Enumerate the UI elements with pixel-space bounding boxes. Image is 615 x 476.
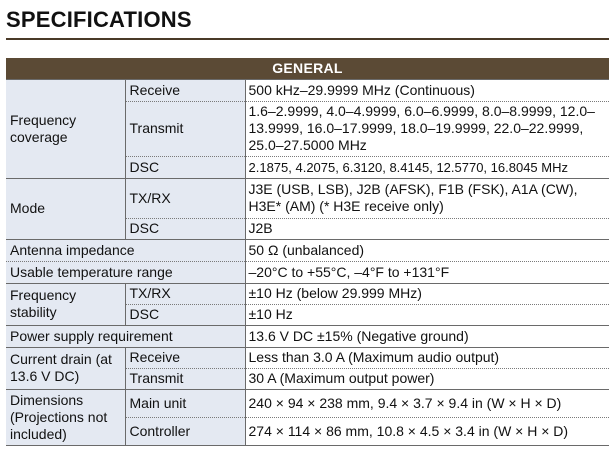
row-label-temperature-range: Usable temperature range <box>6 261 245 283</box>
sub-label-dsc: DSC <box>125 218 245 239</box>
value-current-receive: Less than 3.0 A (Maximum audio output) <box>245 347 609 368</box>
value-mode-txrx: J3E (USB, LSB), J2B (AFSK), F1B (FSK), A1A (CW), H3E* (AM) (* H3E receive only) <box>245 178 609 218</box>
sub-label-transmit: Transmit <box>125 368 245 389</box>
sub-label-dsc: DSC <box>125 304 245 325</box>
table-row <box>6 389 609 417</box>
value-temperature-range: –20°C to +55°C, –4°F to +131°F <box>245 261 609 283</box>
sub-label-transmit: Transmit <box>125 101 245 156</box>
value-frequency-dsc: 2.1875, 4.2075, 6.3120, 8.4145, 12.5770, 16.8045 MHz <box>245 156 609 178</box>
sub-label-receive: Receive <box>125 79 245 101</box>
value-current-transmit: 30 A (Maximum output power) <box>245 368 609 389</box>
table-row <box>6 79 609 101</box>
table-row <box>6 325 609 347</box>
spec-table <box>6 58 609 446</box>
row-label-power-supply: Power supply requirement <box>6 325 245 347</box>
sub-label-txrx: TX/RX <box>125 283 245 304</box>
row-label-current-drain: Current drain (at 13.6 V DC) <box>6 347 125 389</box>
value-frequency-transmit: 1.6–2.9999, 4.0–4.9999, 6.0–6.9999, 8.0–8.9999, 12.0–13.9999, 16.0–17.9999, 18.0–19.9999, 22.0–22.9999, 25.0–27.5000 MHz <box>245 101 609 156</box>
sub-label-dsc: DSC <box>125 156 245 178</box>
sub-label-main-unit: Main unit <box>125 389 245 417</box>
row-label-antenna-impedance: Antenna impedance <box>6 239 245 261</box>
row-label-mode: Mode <box>6 178 125 239</box>
table-row <box>6 347 609 368</box>
table-row <box>6 283 609 304</box>
section-header-row <box>6 58 609 79</box>
row-label-frequency-stability: Frequency stability <box>6 283 125 325</box>
value-antenna-impedance: 50 Ω (unbalanced) <box>245 239 609 261</box>
value-mode-dsc: J2B <box>245 218 609 239</box>
section-header: GENERAL <box>6 58 609 79</box>
table-row <box>6 239 609 261</box>
sub-label-receive: Receive <box>125 347 245 368</box>
page-title: SPECIFICATIONS <box>6 7 192 32</box>
value-dimensions-main: 240 × 94 × 238 mm, 9.4 × 3.7 × 9.4 in (W × H × D) <box>245 389 609 417</box>
row-label-frequency-coverage: Frequency coverage <box>6 79 125 178</box>
table-row <box>6 261 609 283</box>
table-row <box>6 178 609 218</box>
row-label-dimensions: Dimensions (Projections not included) <box>6 389 125 445</box>
sub-label-txrx: TX/RX <box>125 178 245 218</box>
value-stability-txrx: ±10 Hz (below 29.999 MHz) <box>245 283 609 304</box>
value-stability-dsc: ±10 Hz <box>245 304 609 325</box>
value-dimensions-controller: 274 × 114 × 86 mm, 10.8 × 4.5 × 3.4 in (W × H × D) <box>245 417 609 445</box>
title-rule <box>6 38 609 40</box>
sub-label-controller: Controller <box>125 417 245 445</box>
value-power-supply: 13.6 V DC ±15% (Negative ground) <box>245 325 609 347</box>
value-frequency-receive: 500 kHz–29.9999 MHz (Continuous) <box>245 79 609 101</box>
